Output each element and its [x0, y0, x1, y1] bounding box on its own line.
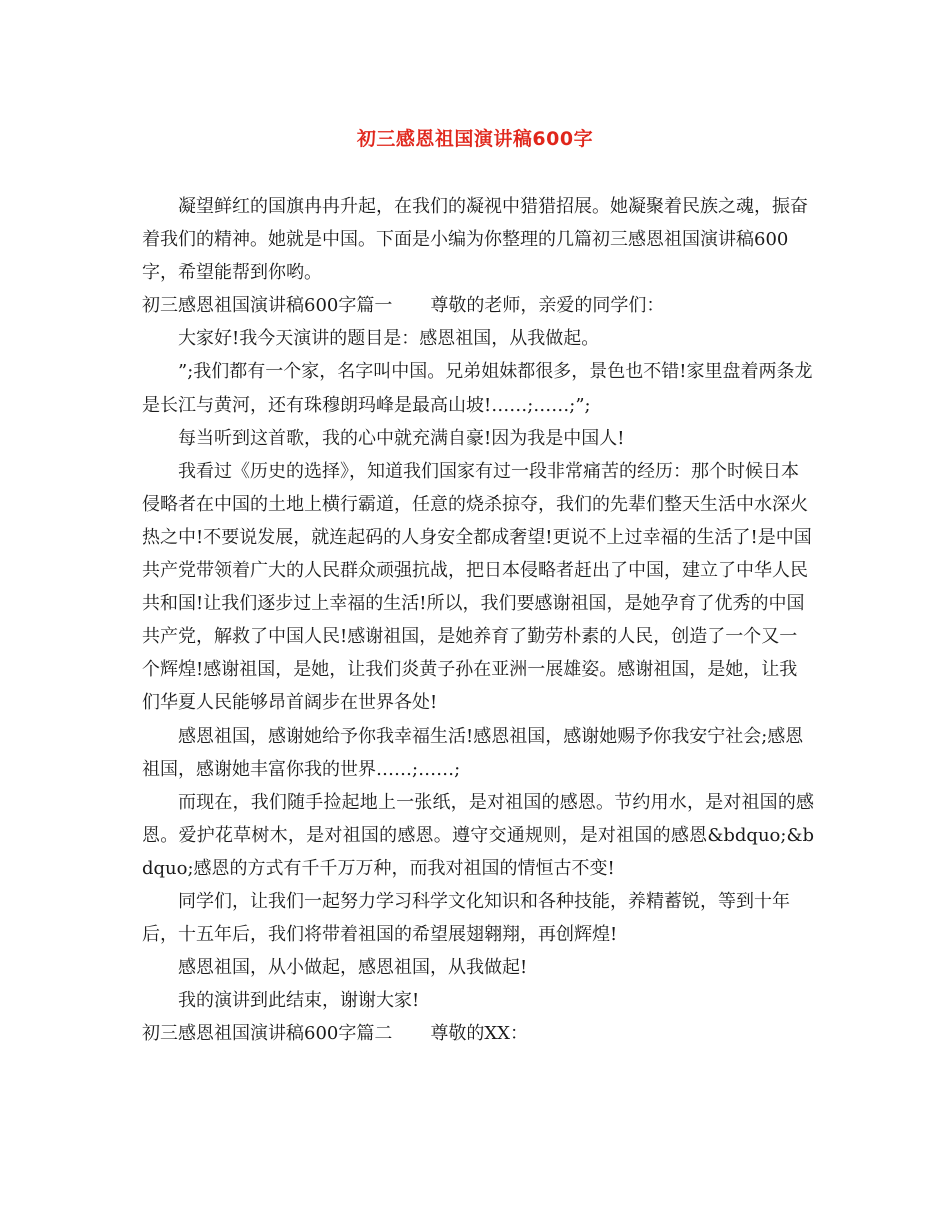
salutation: 尊敬的XX： [430, 1023, 528, 1045]
paragraph: 我看过《历史的选择》，知道我们国家有过一段非常痛苦的经历：那个时候日本侵略者在中国的土地上横行霸道，任意的烧杀掠夺，我们的先辈们整天生活中水深火热之中!不要说发展，就连起码的人身安全都成奢望!更说不上过幸福的生活了!是中国共产党带领着广大的人民群众顽强抗战，把日本侵略者赶出了中国，建立了中华人民共和国!让我们逐步过上幸福的生活!所以，我们要感谢祖国，是她孕育了优秀的中国共产党，解救了中国人民!感谢祖国，是她养育了勤劳朴素的人民，创造了一个又一个辉煌!感谢祖国，是她，让我们炎黄子孙在亚洲一展雄姿。感谢祖国，是她，让我们华夏人民能够昂首阔步在世界各处! [142, 460, 812, 714]
section-title: 初三感恩祖国演讲稿600字篇一 [142, 295, 393, 317]
paragraph: 感恩祖国，感谢她给予你我幸福生活!感恩祖国，感谢她赐予你我安宁社会;感恩祖国，感谢她丰富你我的世界……;……; [142, 725, 804, 780]
document-title: 初三感恩祖国演讲稿600字 [356, 128, 594, 150]
section-heading-1 [142, 289, 814, 322]
paragraph: 大家好!我今天演讲的题目是：感恩祖国，从我做起。 [178, 328, 600, 350]
paragraph: ”;我们都有一个家，名字叫中国。兄弟姐妹都很多，景色也不错!家里盘着两条龙是长江与黄河，还有珠穆朗玛峰是最高山坡!……;……;”; [142, 361, 813, 416]
paragraph: 而现在，我们随手捡起地上一张纸，是对祖国的感恩。节约用水，是对祖国的感恩。爱护花草树木，是对祖国的感恩。遵守交通规则，是对祖国的感恩&bdquo;&bdquo;感恩的方式有千千万万种，而我对祖国的情恒古不变! [142, 791, 814, 879]
document-body [142, 190, 814, 1050]
intro-paragraph: 凝望鲜红的国旗冉冉升起，在我们的凝视中猎猎招展。她凝聚着民族之魂，振奋着我们的精神。她就是中国。下面是小编为你整理的几篇初三感恩祖国演讲稿600字，希望能帮到你哟。 [142, 196, 808, 284]
section-heading-2 [142, 1017, 814, 1050]
paragraph: 感恩祖国，从小做起，感恩祖国，从我做起! [178, 957, 528, 979]
section-title: 初三感恩祖国演讲稿600字篇二 [142, 1023, 393, 1045]
paragraph: 每当听到这首歌，我的心中就充满自豪!因为我是中国人! [178, 427, 625, 449]
paragraph: 我的演讲到此结束，谢谢大家! [178, 990, 420, 1012]
salutation: 尊敬的老师，亲爱的同学们： [430, 295, 665, 317]
paragraph: 同学们，让我们一起努力学习科学文化知识和各种技能，养精蓄锐，等到十年后，十五年后，我们将带着祖国的希望展翅翱翔，再创辉煌! [142, 890, 790, 946]
